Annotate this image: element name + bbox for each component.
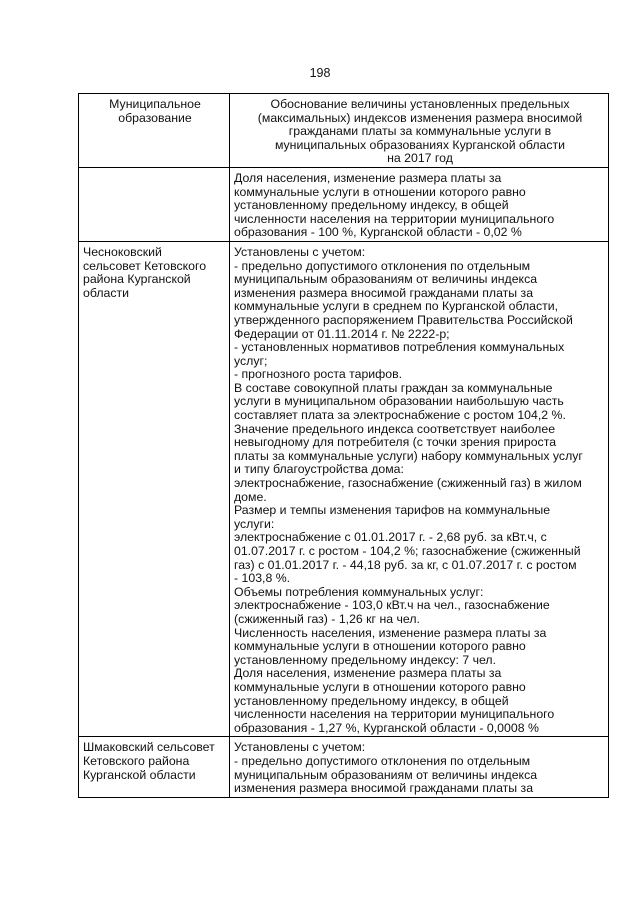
justification-line: изменения размера вносимой гражданами платы за: [234, 285, 534, 300]
justification-line: электроснабжение, газоснабжение (сжиженный газ) в жилом: [234, 476, 582, 491]
justification-line: В составе совокупной платы граждан за коммунальные: [234, 380, 553, 395]
justification-line: установленному предельному индексу, в общей: [234, 198, 509, 213]
justification-line: - установленных нормативов потребления коммунальных: [234, 340, 565, 355]
justification-line: - предельно допустимого отклонения по отдельным: [234, 258, 531, 273]
justification-line: услуги:: [234, 516, 275, 531]
justification-line: Доля населения, изменение размера платы за: [234, 666, 502, 681]
justification-line: утвержденного распоряжением Правительства Российской: [234, 312, 573, 327]
municipality-line: Кетовского района: [83, 753, 190, 768]
justification-line: доме.: [234, 489, 267, 504]
table-header-row: [79, 94, 609, 168]
page-number: 198: [309, 66, 331, 80]
justification-cell: [230, 167, 609, 241]
municipality-line: Чесноковский: [83, 244, 162, 259]
justification-line: изменения размера вносимой гражданами платы за: [234, 781, 534, 796]
table-row: [79, 737, 609, 797]
justification-line: Численность населения, изменение размера платы за: [234, 625, 547, 640]
justification-line: Объемы потребления коммунальных услуг:: [234, 584, 484, 599]
justification-line: электроснабжение - 103,0 кВт.ч на чел., газоснабжение: [234, 598, 550, 613]
municipality-line: Шмаковский сельсовет: [83, 740, 215, 755]
justification-line: Размер и темпы изменения тарифов на коммунальные: [234, 503, 551, 518]
municipality-cell: [79, 167, 230, 241]
municipality-line: сельсовет Кетовского: [83, 258, 207, 273]
header-line: Обоснование величины установленных предельных: [270, 97, 570, 111]
table-row: [79, 241, 609, 736]
municipality-line: района Курганской: [83, 272, 191, 287]
justification-line: Установлены с учетом:: [234, 244, 366, 259]
justification-line: - предельно допустимого отклонения по отдельным: [234, 753, 531, 768]
header-line: на 2017 год: [387, 151, 453, 166]
header-line: гражданами платы за коммунальные услуги в: [288, 124, 552, 139]
justification-line: (сжиженный газ) - 1,26 кг на чел.: [234, 611, 420, 626]
justification-table: [78, 93, 609, 798]
justification-line: Значение предельного индекса соответствует наиболее: [234, 421, 556, 436]
justification-line: услуги в муниципальном образовании наибольшую часть: [234, 394, 564, 409]
justification-line: Доля населения, изменение размера платы за: [234, 170, 502, 185]
justification-cell: [230, 737, 609, 797]
justification-line: муниципальным образованиям от величины индекса: [234, 767, 538, 782]
municipality-line: Курганской области: [83, 767, 196, 782]
table-row: [79, 167, 609, 241]
justification-line: муниципальным образованиям от величины индекса: [234, 272, 538, 287]
justification-line: коммунальные услуги в отношении которого равно: [234, 184, 526, 199]
municipality-cell: [79, 737, 230, 797]
justification-line: услуг;: [234, 353, 268, 368]
justification-line: коммунальные услуги в отношении которого равно: [234, 679, 526, 694]
justification-line: коммунальные услуги в отношении которого равно: [234, 639, 526, 654]
justification-line: невыгодному для потребителя (с точки зрения прироста: [234, 435, 557, 450]
justification-line: численности населения на территории муниципального: [234, 707, 555, 722]
justification-line: коммунальные услуги в среднем по Курганской области,: [234, 299, 559, 314]
justification-line: и типу благоустройства дома:: [234, 462, 404, 477]
municipality-line: области: [83, 285, 129, 300]
justification-line: Федерации от 01.11.2014 г. № 2222-р;: [234, 326, 450, 341]
justification-line: Установлены с учетом:: [234, 740, 366, 755]
header-justification: [230, 94, 609, 168]
justification-line: 01.07.2017 г. с ростом - 104,2 %; газоснабжение (сжиженный: [234, 544, 581, 558]
justification-cell: [230, 241, 609, 736]
justification-line: газ) с 01.01.2017 г. - 44,18 руб. за кг, с 01.07.2017 г. с ростом: [234, 557, 577, 572]
justification-line: образования - 100 %, Курганской области - 0,02 %: [234, 225, 522, 240]
justification-line: - прогнозного роста тарифов.: [234, 367, 403, 382]
header-municipality: Муниципальное образование: [79, 94, 230, 168]
header-line: (максимальных) индексов изменения размера вносимой: [257, 110, 583, 125]
justification-line: численности населения на территории муниципального: [234, 211, 555, 226]
justification-line: платы за коммунальные услуги) набору коммунальных услуг: [234, 448, 583, 463]
justification-line: составляет плата за электроснабжение с ростом 104,2 %.: [234, 408, 566, 423]
justification-line: - 103,8 %.: [234, 571, 291, 586]
justification-line: установленному предельному индексу: 7 чел.: [234, 652, 497, 667]
justification-line: электроснабжение с 01.01.2017 г. - 2,68 руб. за кВт.ч, с: [234, 530, 547, 545]
justification-line: образования - 1,27 %, Курганской области - 0,0008 %: [234, 720, 539, 735]
header-line: муниципальных образованиях Курганской области: [274, 137, 566, 152]
municipality-cell: [79, 241, 230, 736]
justification-line: установленному предельному индексу, в общей: [234, 693, 509, 708]
